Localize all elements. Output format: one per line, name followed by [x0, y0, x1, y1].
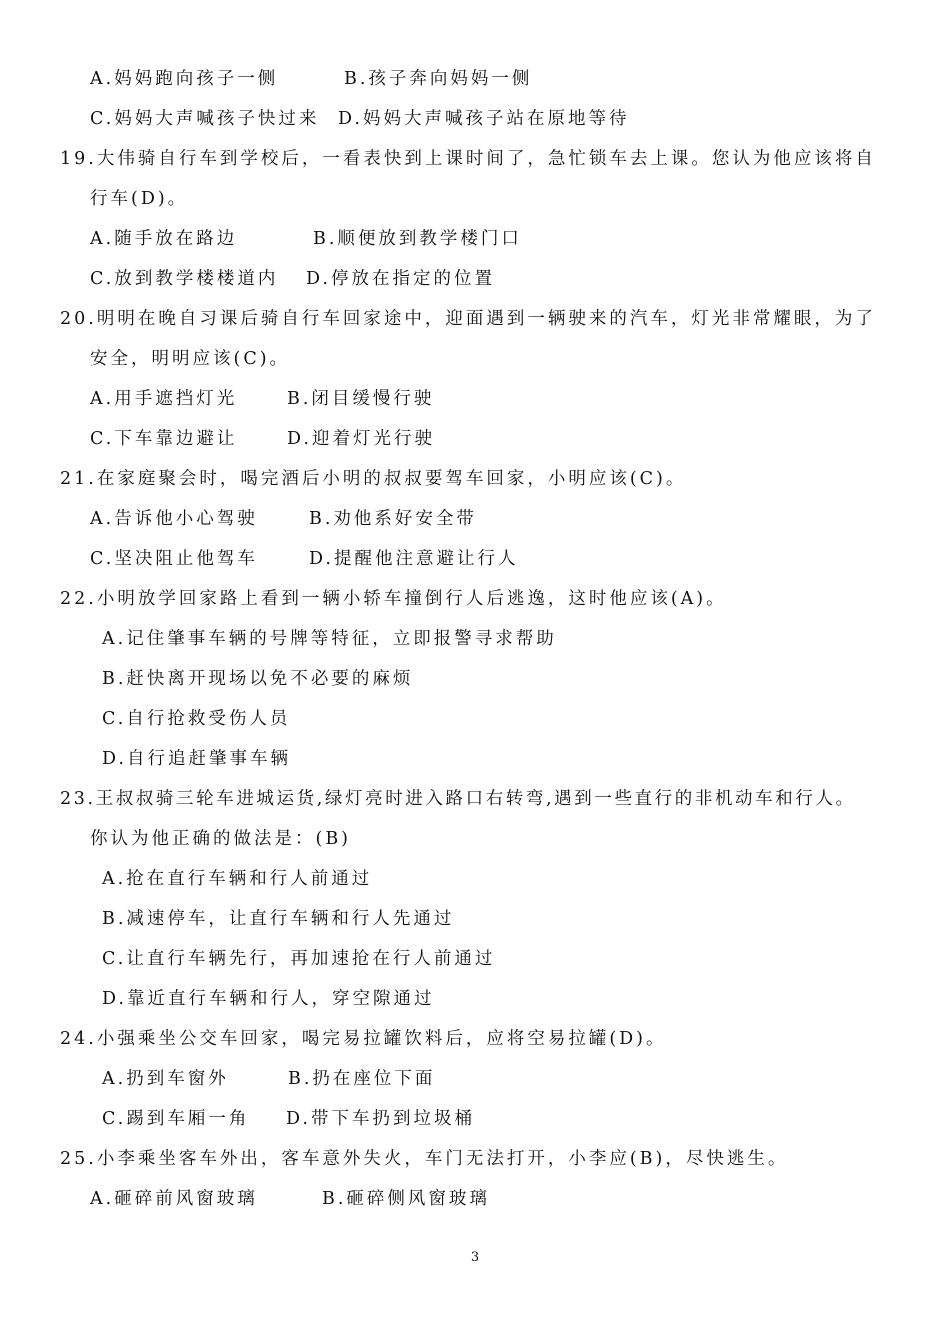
page-number: 3 [470, 1250, 480, 1265]
option-b: B.扔在座位下面 [288, 1069, 436, 1089]
question-stem: 24.小强乘坐公交车回家，喝完易拉罐饮料后，应将空易拉罐(D)。 [60, 1029, 667, 1049]
option-a: A.砸碎前风窗玻璃 [90, 1189, 258, 1209]
option-b: B.砸碎侧风窗玻璃 [322, 1189, 490, 1209]
option-d: D.自行追赶肇事车辆 [102, 749, 291, 769]
question-stem: 23.王叔叔骑三轮车进城运货,绿灯亮时进入路口右转弯,遇到一些直行的非机动车和行人。 [60, 789, 856, 809]
option-a: A.随手放在路边 [90, 229, 238, 249]
option-d: D.提醒他注意避让行人 [309, 549, 519, 569]
option-c: C.坚决阻止他驾车 [90, 549, 258, 569]
option-b: B.赶快离开现场以免不必要的麻烦 [102, 669, 414, 689]
option-b: B.闭目缓慢行驶 [287, 389, 435, 409]
option-a: A.用手遮挡灯光 [90, 389, 238, 409]
option-c: C.踢到车厢一角 [102, 1109, 250, 1129]
question-stem: 20.明明在晚自习课后骑自行车回家途中，迎面遇到一辆驶来的汽车，灯光非常耀眼，为了 [60, 309, 876, 329]
option-c: C.放到教学楼楼道内 [90, 269, 279, 289]
question-stem: 22.小明放学回家路上看到一辆小轿车撞倒行人后逃逸，这时他应该(A)。 [60, 589, 727, 609]
option-c: C.下车靠边避让 [90, 429, 238, 449]
option-a: A.抢在直行车辆和行人前通过 [102, 869, 373, 889]
question-stem: 21.在家庭聚会时，喝完酒后小明的叔叔要驾车回家，小明应该(C)。 [60, 469, 687, 489]
question-stem: 25.小李乘坐客车外出，客车意外失火，车门无法打开，小李应(B)，尽快逃生。 [60, 1149, 789, 1169]
option-c: C.自行抢救受伤人员 [102, 709, 291, 729]
option-d: D.靠近直行车辆和行人，穿空隙通过 [102, 989, 435, 1009]
option-c: C.让直行车辆先行，再加速抢在行人前通过 [102, 949, 496, 969]
option-a: A.妈妈跑向孩子一侧 [90, 69, 279, 89]
option-a: A.扔到车窗外 [102, 1069, 229, 1089]
question-stem-continued: 行车(D)。 [90, 189, 189, 209]
option-b: B.孩子奔向妈妈一侧 [344, 69, 533, 89]
option-b: B.劝他系好安全带 [309, 509, 477, 529]
option-d: D.停放在指定的位置 [306, 269, 495, 289]
option-a: A.告诉他小心驾驶 [90, 509, 258, 529]
question-stem: 19.大伟骑自行车到学校后，一看表快到上课时间了，急忙锁车去上课。您认为他应该将自 [60, 149, 876, 169]
option-d: D.迎着灯光行驶 [287, 429, 435, 449]
question-stem-continued: 你认为他正确的做法是：(B) [90, 829, 352, 849]
option-d: D.妈妈大声喊孩子站在原地等待 [338, 109, 630, 129]
option-b: B.顺便放到教学楼门口 [313, 229, 522, 249]
option-d: D.带下车扔到垃圾桶 [286, 1109, 475, 1129]
question-stem-continued: 安全，明明应该(C)。 [90, 349, 291, 369]
option-b: B.减速停车，让直行车辆和行人先通过 [102, 909, 455, 929]
option-a: A.记住肇事车辆的号牌等特征，立即报警寻求帮助 [102, 629, 557, 649]
option-c: C.妈妈大声喊孩子快过来 [90, 109, 320, 129]
